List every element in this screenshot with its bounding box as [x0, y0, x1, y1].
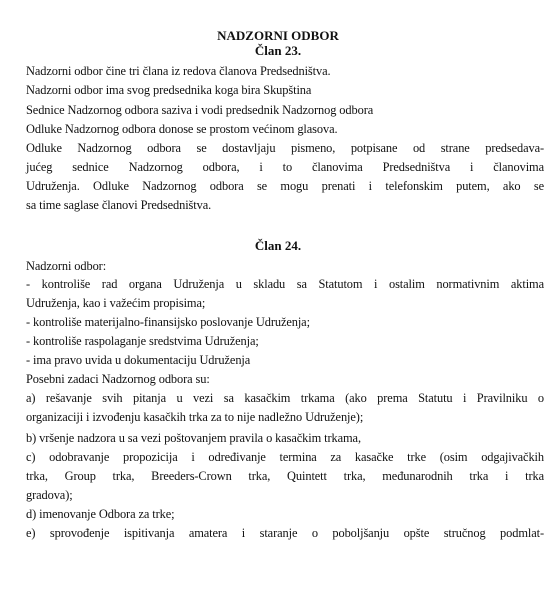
- article-24-line: trka, Group trka, Breeders-Crown trka, Quintett trka, međunarodnih trka i trka: [26, 469, 544, 483]
- article-24-line: Udruženja, kao i važećim propisima;: [26, 296, 206, 310]
- article-23-line: Odluke Nadzornog odbora se dostavljaju pismeno, potpisane od strane predsedava-: [26, 141, 544, 155]
- article-24-line: - kontroliše rad organa Udruženja u skladu sa Statutom i ostalim normativnim aktima: [26, 277, 544, 291]
- article-24-line: Posebni zadaci Nadzornog odbora su:: [26, 372, 210, 386]
- article-24-line: e) sprovođenje ispitivanja amatera i staranje o poboljšanju opšte stručnog podmlat-: [26, 526, 544, 540]
- article-23-line: Odluke Nadzornog odbora donose se prostom većinom glasova.: [26, 122, 338, 136]
- article-24-line: - kontroliše materijalno-finansijsko poslovanje Udruženja;: [26, 315, 310, 329]
- article-24-line: gradova);: [26, 488, 73, 502]
- article-24-line: a) rešavanje svih pitanja u vezi sa kasačkim trkama (ako prema Statutu i Pravilniku o: [26, 391, 544, 405]
- article-24-line: d) imenovanje Odbora za trke;: [26, 507, 175, 521]
- article-23-heading: Član 23.: [254, 43, 302, 58]
- article-24-line: Nadzorni odbor:: [26, 259, 107, 273]
- article-24-line: - ima pravo uvida u dokumentaciju Udruženja: [26, 353, 251, 367]
- article-23-line: jućeg sednice Nadzornog odbora, i to članovima Predsedništva i članovima: [26, 160, 544, 174]
- article-24-line: c) odobravanje propozicija i određivanje termina za kasačke trke (osim odgajivačkih: [26, 450, 544, 464]
- article-24-line: organizaciji i izvođenju kasačkih trka za to nije nadležno Udruženje);: [26, 410, 364, 424]
- article-23-line: Nadzorni odbor čine tri člana iz redova članova Predsedništva.: [26, 64, 331, 78]
- article-24-line: - kontroliše raspolaganje sredstvima Udruženja;: [26, 334, 259, 348]
- article-24-heading: Član 24.: [254, 238, 302, 253]
- article-23-line: Udruženja. Odluke Nadzornog odbora se mogu prenati i telefonskim putem, ako se: [26, 179, 544, 193]
- article-24-line: b) vršenje nadzora u sa vezi poštovanjem pravila o kasačkim trkama,: [26, 431, 361, 445]
- article-23-line: Nadzorni odbor ima svog predsednika koga bira Skupština: [26, 83, 312, 97]
- section-title: NADZORNI ODBOR: [217, 28, 339, 43]
- article-23-line: sa time saglase članovi Predsedništva.: [26, 198, 212, 212]
- article-23-line: Sednice Nadzornog odbora saziva i vodi predsednik Nadzornog odbora: [26, 103, 374, 117]
